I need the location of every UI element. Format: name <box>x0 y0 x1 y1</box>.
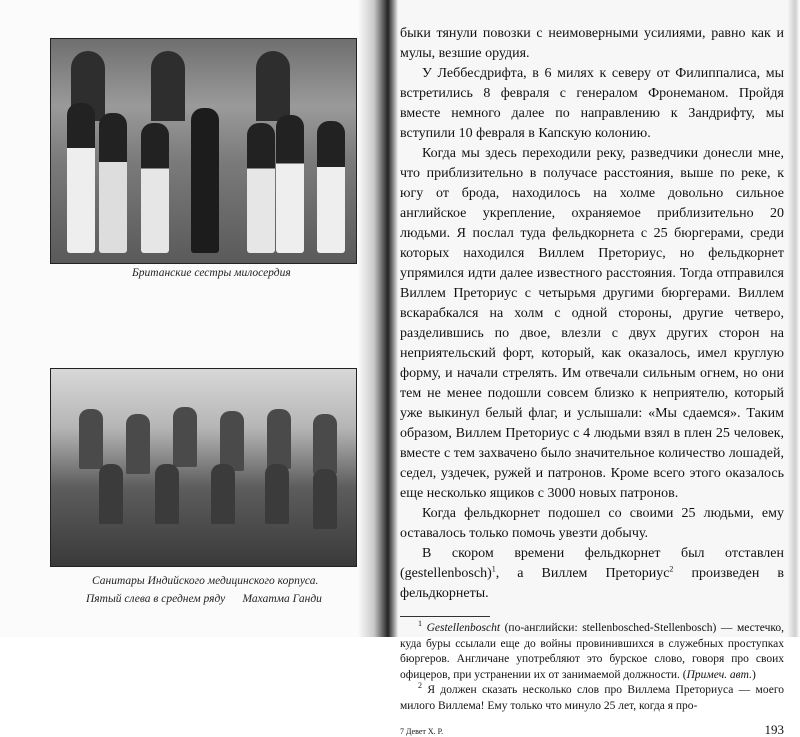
photo-caption-nurses: Британские сестры милосердия <box>132 267 291 279</box>
person-figure <box>265 464 289 524</box>
person-figure <box>155 464 179 524</box>
person-figure <box>99 464 123 524</box>
nurse-figure <box>67 103 95 253</box>
text-run: , а Виллем Преториус <box>495 566 670 581</box>
footnote-text: (по-английски: stellenbosched-Stellenbosch) — местечко, куда буры ссылали еще до войны провинившихся в служебных проступках бюргеров. Англичане употребляют это бурское слово, говоря про своих офицеров, при устранении их от занимаемой должности. ( <box>400 622 785 681</box>
footnote-note: Примеч. авт. <box>686 668 752 681</box>
person-figure <box>126 414 150 474</box>
person-figure <box>313 469 337 529</box>
photo-british-nurses <box>50 38 357 264</box>
person-figure <box>267 409 291 469</box>
footnote-divider <box>400 616 490 617</box>
nurse-figure <box>141 123 169 253</box>
nurse-figure <box>247 123 275 253</box>
left-page <box>0 0 386 637</box>
photo-caption-line2: Пятый слева в среднем ряду Махатма Ганди <box>86 593 322 605</box>
photo-caption-line1: Санитары Индийского медицинского корпуса. <box>92 575 319 587</box>
person-figure <box>79 409 103 469</box>
page-footer <box>400 722 784 737</box>
paragraph: Когда фельдкорнет подошел со своими 25 людьми, ему оставалось только помочь увезти добычу. <box>400 506 784 541</box>
body-text <box>400 24 784 604</box>
text-run: В скором времени фельдкорнет был отставлен (gestellenbosch) <box>400 546 784 581</box>
footnote-mark: 2 <box>418 681 422 691</box>
footnote-2 <box>400 683 784 714</box>
footnote-text: Я должен сказать несколько слов про Виллема Преториуса — моего милого Виллема! Ему только что минуло 25 лет, когда я про- <box>400 684 784 712</box>
page-edge <box>788 0 800 637</box>
person-figure <box>173 407 197 467</box>
nurse-figure <box>191 108 219 253</box>
nurse-figure <box>317 121 345 253</box>
footnote-ref: 2 <box>669 564 674 574</box>
footnote-mark: 1 <box>418 619 422 629</box>
footnote-ref: 1 <box>491 564 496 574</box>
footnotes <box>400 621 784 714</box>
person-figure <box>220 411 244 471</box>
book-gutter <box>358 0 398 637</box>
person-figure <box>313 414 337 474</box>
paragraph: Когда мы здесь переходили реку, разведчики донесли мне, что приблизительно в получасе расстояния, выше по реке, к югу от брода, находилось на холме довольно сильное английское укрепление, охраняемое приблизительно 20 людьми. Я послал туда фельдкорнета с 25 бюргерами, среди которых находился Виллем Преториус, но фельдкорнет упрямился идти далее известного расстояния. Тогда отправился Виллем Преториус с четырьмя другими бюргерами. Виллем вскарабкался на холм с одной стороны, другие четверо, разделившись по двое, влезли с двух других сторон на неприятельский форт, который, как оказалось, имел круглую форму, и начали стрелять. Им отвечали сильным огнем, но они тем не менее подошли совсем близко к неприятелю, который уже выкинул белый флаг, и услышали: «Мы сдаемся». Таким образом, Виллем Преториус с 4 людьми взял в плен 25 человек, вместе с тем захвачено было значительное количество лошадей, седел, уздечек, ружей и патронов. Кроме всего этого оказалось еще несколько ящиков с 3000 новых патронов. <box>400 146 784 501</box>
paragraph: У Леббесдрифта, в 6 милях к северу от Филиппалиса, мы встретились 8 февраля с генералом Фронеманом. Пройдя вместе немного далее по направлению к Зандрифту, мы вступили 10 февраля в Капскую колонию. <box>400 66 784 141</box>
right-page-column <box>400 24 784 737</box>
footnote-text: ) <box>752 668 756 681</box>
footnote-1 <box>400 621 784 683</box>
footnote-term: Gestellenboscht <box>426 622 501 634</box>
paragraph <box>400 544 784 604</box>
printer-signature: 7 Девет Х. Р. <box>400 727 444 736</box>
building-arch <box>256 51 290 121</box>
building-arch <box>151 51 185 121</box>
person-figure <box>211 464 235 524</box>
nurse-figure <box>276 115 304 253</box>
photo-indian-ambulance-corps <box>50 368 357 567</box>
nurse-figure <box>99 113 127 253</box>
page-number: 193 <box>764 722 784 737</box>
text-run: произведен в фельдкорнеты. <box>400 566 785 601</box>
paragraph: быки тянули повозки с неимоверными усилиями, равно как и мулы, везшие орудия. <box>400 26 784 61</box>
